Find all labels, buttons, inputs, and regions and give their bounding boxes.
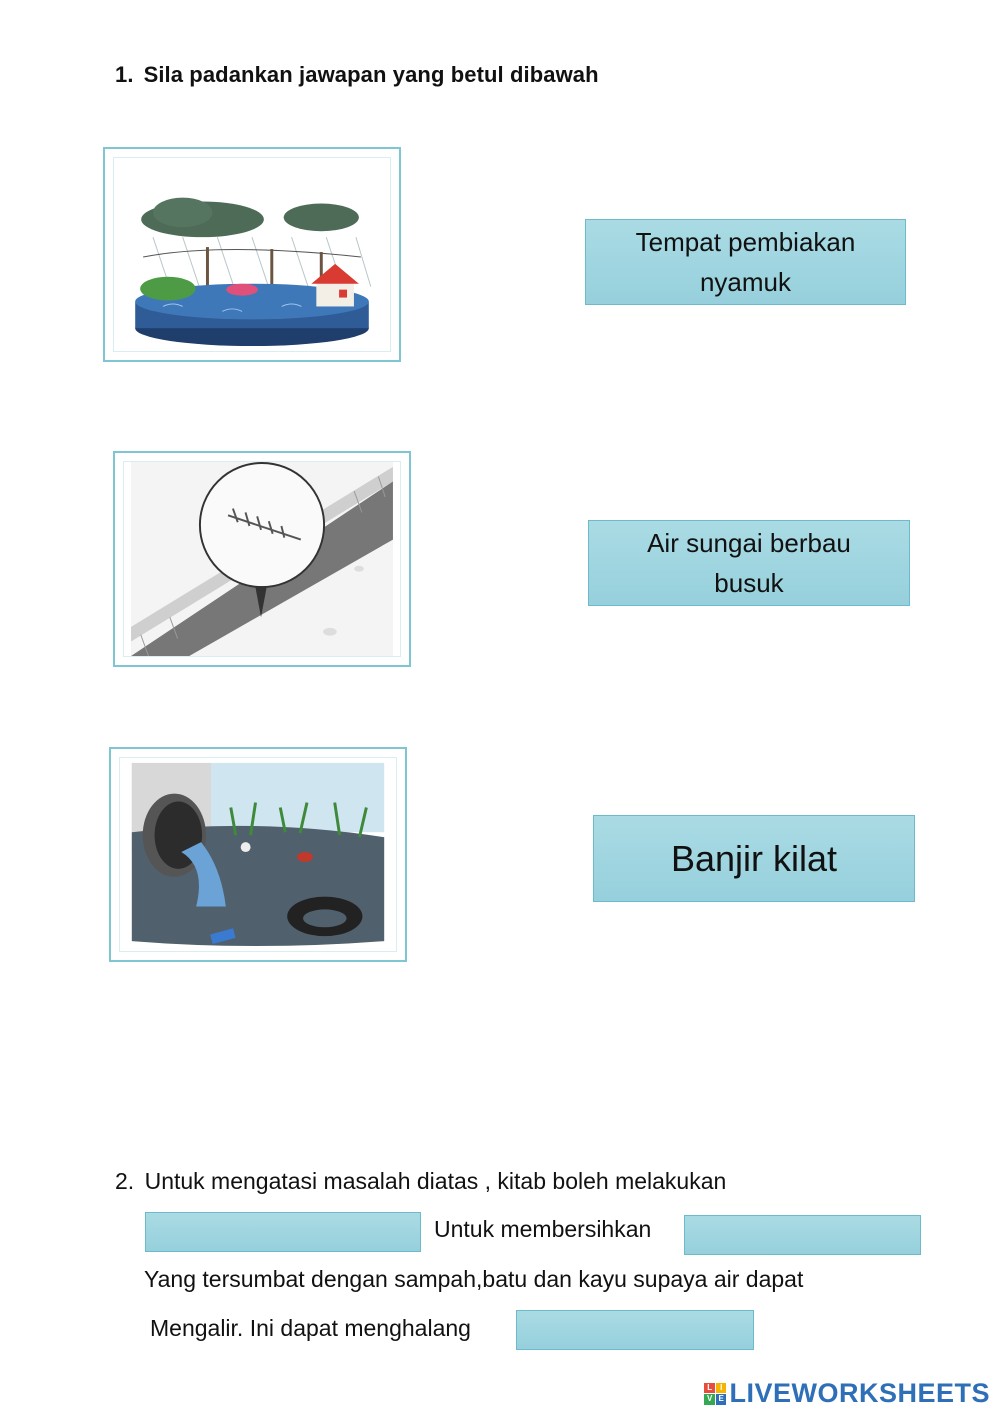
- answer-3-text: Banjir kilat: [670, 837, 838, 879]
- answer-1-line-1: Tempat pembiakan: [635, 227, 856, 257]
- answer-blank-2[interactable]: [684, 1215, 921, 1255]
- answer-2-line-1: Air sungai berbau: [647, 528, 851, 558]
- answer-box-mosquito-breeding[interactable]: [585, 219, 906, 305]
- polluted-river-illustration: [120, 758, 396, 951]
- question-2-line-1: [115, 1168, 726, 1195]
- question-2-line-2-text: Untuk membersihkan: [434, 1216, 652, 1242]
- answer-2-line-2: busuk: [714, 568, 784, 598]
- answer-blank-3[interactable]: [516, 1310, 754, 1350]
- liveworksheets-logo-icon: L I V E: [704, 1383, 726, 1405]
- liveworksheets-logo: [704, 1378, 990, 1409]
- question-2-line-3-text: Yang tersumbat dengan sampah,batu dan kayu supaya air dapat: [144, 1266, 804, 1292]
- question-1-text: Sila padankan jawapan yang betul dibawah: [143, 62, 599, 87]
- question-2-number: 2.: [115, 1168, 135, 1194]
- larvae-image-card: [113, 451, 411, 667]
- question-2-line-1-text: Untuk mengatasi masalah diatas , kitab boleh melakukan: [144, 1168, 727, 1194]
- mosquito-larvae-drain-illustration: [124, 462, 400, 656]
- flood-illustration: [114, 158, 390, 351]
- liveworksheets-logo-text: LIVEWORKSHEETS: [729, 1378, 990, 1408]
- answer-1-line-2: nyamuk: [699, 267, 792, 297]
- answer-blank-1[interactable]: [145, 1212, 421, 1252]
- answer-box-flash-flood[interactable]: [593, 815, 915, 902]
- flood-image-card: [103, 147, 401, 362]
- question-2-line-4-text: Mengalir. Ini dapat menghalang: [150, 1315, 471, 1341]
- answer-box-smelly-river[interactable]: [588, 520, 910, 606]
- question-1-heading: [115, 62, 599, 88]
- question-1-number: 1.: [115, 62, 134, 87]
- polluted-river-image-card: [109, 747, 407, 962]
